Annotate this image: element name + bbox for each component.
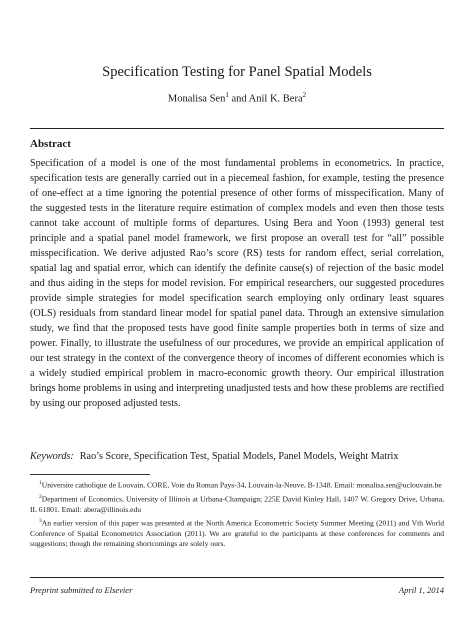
footnote <box>30 478 444 491</box>
footnote-text: An earlier version of this paper was presented at the North America Econometric Society Summer Meeting (2011) and Vth World Conference of Spatial Econometrics Association (2011). We are grateful to the participants at these conferences for comments and suggestions; though the remaining shortcomings are solely ours. <box>30 518 444 549</box>
footnote-mark: 3 <box>39 517 42 524</box>
footnotes <box>30 478 444 550</box>
footnote-mark: 2 <box>39 493 42 500</box>
footnote-mark: 2 <box>302 91 307 99</box>
keywords-line <box>30 450 444 464</box>
footer-rule <box>30 577 444 578</box>
author-conjunction: and <box>231 93 247 105</box>
footnote <box>30 516 444 549</box>
footnote-mark: 1 <box>225 91 229 99</box>
footnote-text: Department of Economics, University of Illinois at Urbana-Champaign; 225E David Kinley Hall, 1407 W. Gregory Drive, Urbana, IL 61801. Email: abera@illinois.edu <box>30 494 444 514</box>
footer-date: April 1, 2014 <box>398 585 444 595</box>
abstract-body: Specification of a model is one of the most fundamental problems in econometrics. In practice, specification tests are generally carried out in a piecemeal fashion, for example, testing the presence of one-effect at a time ignoring the potential presence of other forms of misspecification. Many of the suggested tests in the literature require estimation of complex models and even then those tests cannot take account of multiple forms of departures. Using Bera and Yoon (1993) general test principle and a spatial panel model framework, we first propose an overall test for “all” possible misspecification. We derive adjusted Rao’s score (RS) tests for random effect, serial correlation, spatial lag and spatial error, which can identify the definite cause(s) of rejection of the basic model and thus aiding in the steps for model revision. For empirical researchers, our suggested procedures provide simple strategies for model specification search employing only ordinary least squares (OLS) residuals from standard linear model for spatial panel data. Through an extensive simulation study, we find that the proposed tests have good finite sample properties both in terms of size and power. Finally, to illustrate the usefulness of our procedures, we provide an empirical application of our test strategy in the context of the convergence theory of incomes of different economies which is a widely studied empirical problem in macro-economic growth theory. Our empirical illustration brings home problems in using and interpreting unadjusted tests and how these problems are rectified by using our proposed adjusted tests. <box>30 158 444 409</box>
author-name: Anil K. Bera <box>248 93 303 105</box>
keywords-label: Keywords: <box>30 451 74 462</box>
abstract-heading: Abstract <box>30 138 71 150</box>
footnote-text: Universite catholique de Louvain, CORE, Voie du Roman Pays-34, Louvain-la-Neuve, B-1348. Email: monalisa.sen@uclouvain.be <box>41 480 442 490</box>
abstract-top-rule <box>30 128 444 129</box>
paper-title: Specification Testing for Panel Spatial Models <box>102 64 372 80</box>
author-line <box>0 91 474 105</box>
keywords-text: Rao’s Score, Specification Test, Spatial Models, Panel Models, Weight Matrix <box>79 451 399 462</box>
footnote-rule <box>30 474 150 475</box>
footnote <box>30 492 444 515</box>
footer-preprint-note: Preprint submitted to Elsevier <box>30 585 133 595</box>
footnote-mark: 1 <box>39 480 42 486</box>
author-name: Monalisa Sen <box>167 93 226 105</box>
